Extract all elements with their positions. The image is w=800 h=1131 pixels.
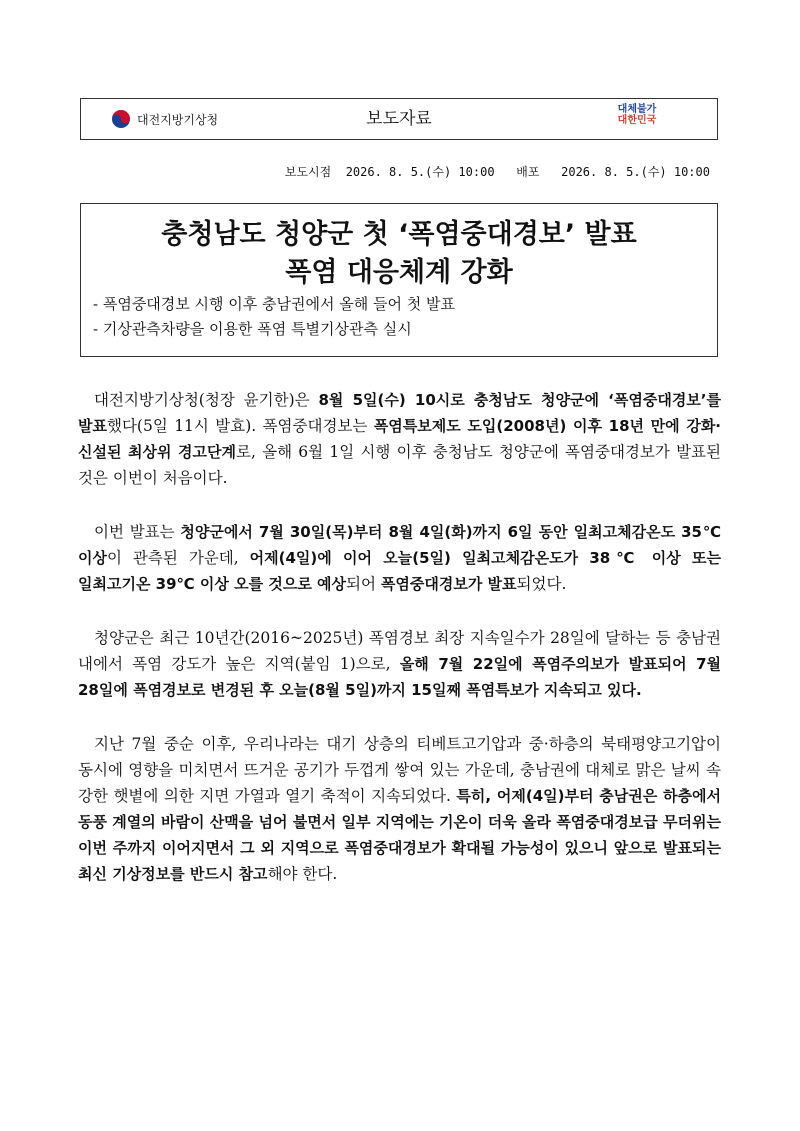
text-run: 지난 7월 중순 이후, 우리나라는 대기 상층의 티베트고기압과 중·하층의 북태평양고기압이 동시에 영향을 미치면서 뜨거운 공기가 두껍게 쌓여 있는 가운데, 충남권에 대체로 맑은 날씨 속 강한 햇볕에 의한 지면 가열과 열기 축적이 지속되었다.	[78, 735, 721, 805]
bold-text-run: 폭염중대경보가 발표	[380, 575, 517, 593]
agency-name: 대전지방기상청	[137, 112, 219, 127]
doc-type-label: 보도자료	[366, 109, 432, 129]
text-run: 이번 발표는	[94, 523, 181, 541]
slogan-line1: 대체불가	[617, 104, 657, 115]
bold-text-run: 올해 7월 22일에 폭염주의보가 발표되어 7월 28일에 폭염경보로 변경된 후 오늘(8월 5일)까지 15일째 폭염특보가 지속되고 있다.	[78, 655, 722, 699]
bold-text-run: 청양군에서 7월 30일(목)부터 8월 4일(화)까지 6일 동안 일최고체감온도 35℃ 이상	[78, 523, 721, 567]
bold-text-run: 어제(4일)에 이어 오늘(5일) 일최고체감온도가 38℃ 이상 또는 일최고기온 39℃ 이상 오를 것으로 예상	[78, 549, 721, 593]
headline-line1: 충청남도 청양군 첫 ‘폭염중대경보’ 발표	[161, 219, 637, 250]
release-label: 보도시점	[284, 165, 332, 179]
headline-line2: 폭염 대응체계 강화	[285, 257, 513, 288]
bold-text-run: 8월 5일(수) 10시로 충청남도 청양군에 ‘폭염중대경보’를 발표	[78, 391, 721, 435]
text-run: 되어	[346, 575, 381, 593]
title-box	[80, 203, 718, 357]
subheadline-2: - 기상관측차량을 이용한 폭염 특별기상관측 실시	[93, 320, 412, 338]
article-body	[78, 387, 721, 915]
release-time: 2026. 8. 5.(수) 10:00	[345, 165, 495, 179]
paragraph-4	[78, 731, 721, 887]
bold-text-run: 특히, 어제(4일)부터 충남권은 하층에서 동풍 계열의 바람이 산맥을 넘어 불면서 일부 지역에는 기온이 더욱 올라 폭염중대경보급 무더위는 이번 주까지 이어지면서 그 외 지역으로 폭염중대경보가 확대될 가능성이 있으니 앞으로 발표되는 최신 기상정보를 반드시 참고	[78, 787, 721, 883]
paragraph-2	[78, 519, 721, 597]
text-run: 대전지방기상청(청장 윤기한)은	[94, 391, 319, 409]
header-box	[80, 98, 718, 140]
bold-text-run: 폭염특보제도 도입(2008년) 이후 18년 만에 강화·신설된 최상위 경고단계	[78, 417, 722, 461]
text-run: 해야 한다.	[267, 865, 338, 883]
text-run: 되었다.	[516, 575, 567, 593]
text-run: 이 관측된 가운데,	[106, 549, 250, 567]
slogan-logo	[611, 104, 663, 134]
distribution-time: 2026. 8. 5.(수) 10:00	[561, 165, 710, 179]
slogan-line2: 대한민국	[617, 115, 657, 126]
distribution-label: 배포	[516, 165, 540, 179]
text-run: 로, 올해 6월 1일 시행 이후 충청남도 청양군에 폭염중대경보가 발표된 것은 이번이 처음이다.	[78, 443, 721, 487]
paragraph-1	[78, 387, 721, 491]
release-info	[285, 163, 710, 180]
headline	[81, 216, 717, 292]
text-run: 청양군은 최근 10년간(2016~2025년) 폭염경보 최장 지속일수가 28일에 달하는 등 충남권 내에서 폭염 강도가 높은 지역(붙임 1)으로,	[78, 629, 721, 673]
paragraph-3	[78, 625, 721, 703]
subheadline-1: - 폭염중대경보 시행 이후 충남권에서 올해 들어 첫 발표	[93, 295, 455, 313]
text-run: 했다(5일 11시 발효). 폭염중대경보는	[106, 417, 374, 435]
